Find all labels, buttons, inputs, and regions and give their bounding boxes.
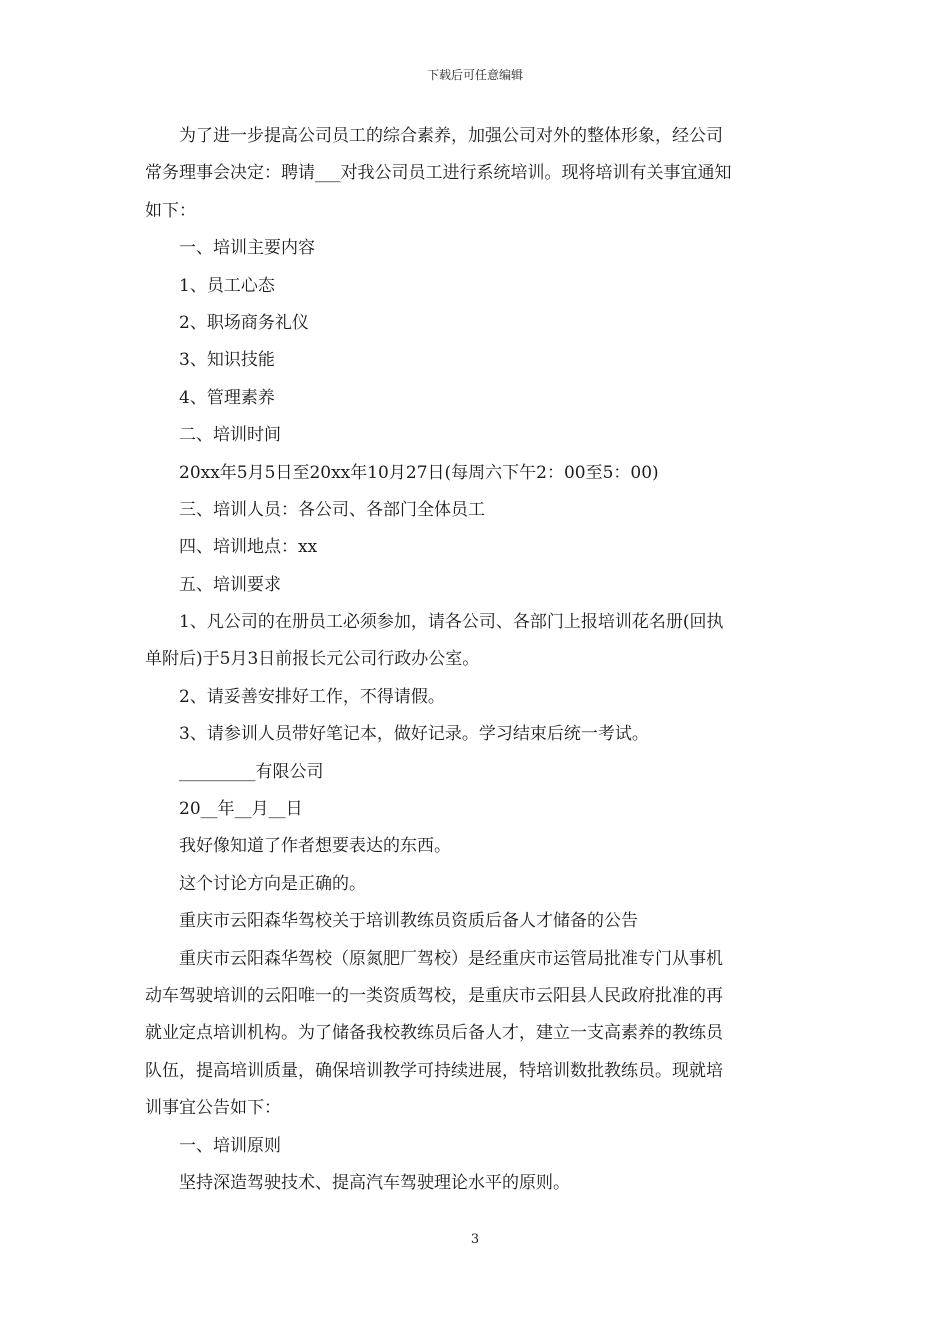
text-line: 重庆市云阳森华驾校（原氮肥厂驾校）是经重庆市运管局批准专门从事机 — [179, 948, 723, 969]
text-line: 常务理事会决定：聘请___对我公司员工进行系统培训。现将培训有关事宜通知 — [145, 163, 732, 184]
text-line: 1、凡公司的在册员工必须参加，请各公司、各部门上报培训花名册(回执 — [179, 612, 724, 633]
text-line: 四、培训地点：xx — [179, 537, 318, 558]
text-line: _________有限公司 — [179, 761, 324, 782]
text-line: 我好像知道了作者想要表达的东西。 — [179, 836, 451, 857]
text-line: 2、职场商务礼仪 — [179, 312, 309, 333]
text-line: 动车驾驶培训的云阳唯一的一类资质驾校，是重庆市云阳县人民政府批准的再 — [145, 985, 723, 1006]
text-line: 三、培训人员：各公司、各部门全体员工 — [179, 499, 485, 520]
text-line: 20xx年5月5日至20xx年10月27日(每周六下午2：00至5：00) — [179, 462, 659, 483]
page-header: 下载后可任意编辑 — [426, 68, 523, 82]
text-line: 就业定点培训机构。为了储备我校教练员后备人才，建立一支高素养的教练员 — [145, 1023, 723, 1044]
text-line: 训事宜公告如下： — [145, 1098, 281, 1119]
text-line: 队伍，提高培训质量，确保培训教学可持续进展，特培训数批教练员。现就培 — [145, 1060, 723, 1081]
text-line: 一、培训主要内容 — [179, 238, 315, 259]
document-body — [145, 118, 810, 1202]
text-line: 一、培训原则 — [179, 1135, 281, 1156]
text-line: 3、知识技能 — [179, 350, 275, 371]
text-line: 4、管理素养 — [179, 387, 275, 408]
text-line: 20__年__月__日 — [179, 799, 303, 820]
page-number: 3 — [470, 1232, 480, 1247]
text-line: 如下： — [145, 200, 196, 221]
text-line: 五、培训要求 — [179, 574, 281, 595]
text-line: 二、培训时间 — [179, 425, 281, 446]
text-line: 重庆市云阳森华驾校关于培训教练员资质后备人才储备的公告 — [179, 911, 638, 932]
text-line: 1、员工心态 — [179, 275, 275, 296]
text-line: 为了进一步提高公司员工的综合素养，加强公司对外的整体形象，经公司 — [179, 126, 723, 146]
text-line: 坚持深造驾驶技术、提高汽车驾驶理论水平的原则。 — [179, 1172, 570, 1193]
text-line: 2、请妥善安排好工作，不得请假。 — [179, 686, 445, 707]
text-line: 这个讨论方向是正确的。 — [179, 873, 366, 894]
text-line: 3、请参训人员带好笔记本，做好记录。学习结束后统一考试。 — [179, 724, 649, 745]
text-line: 单附后)于5月3日前报长元公司行政办公室。 — [145, 649, 480, 670]
